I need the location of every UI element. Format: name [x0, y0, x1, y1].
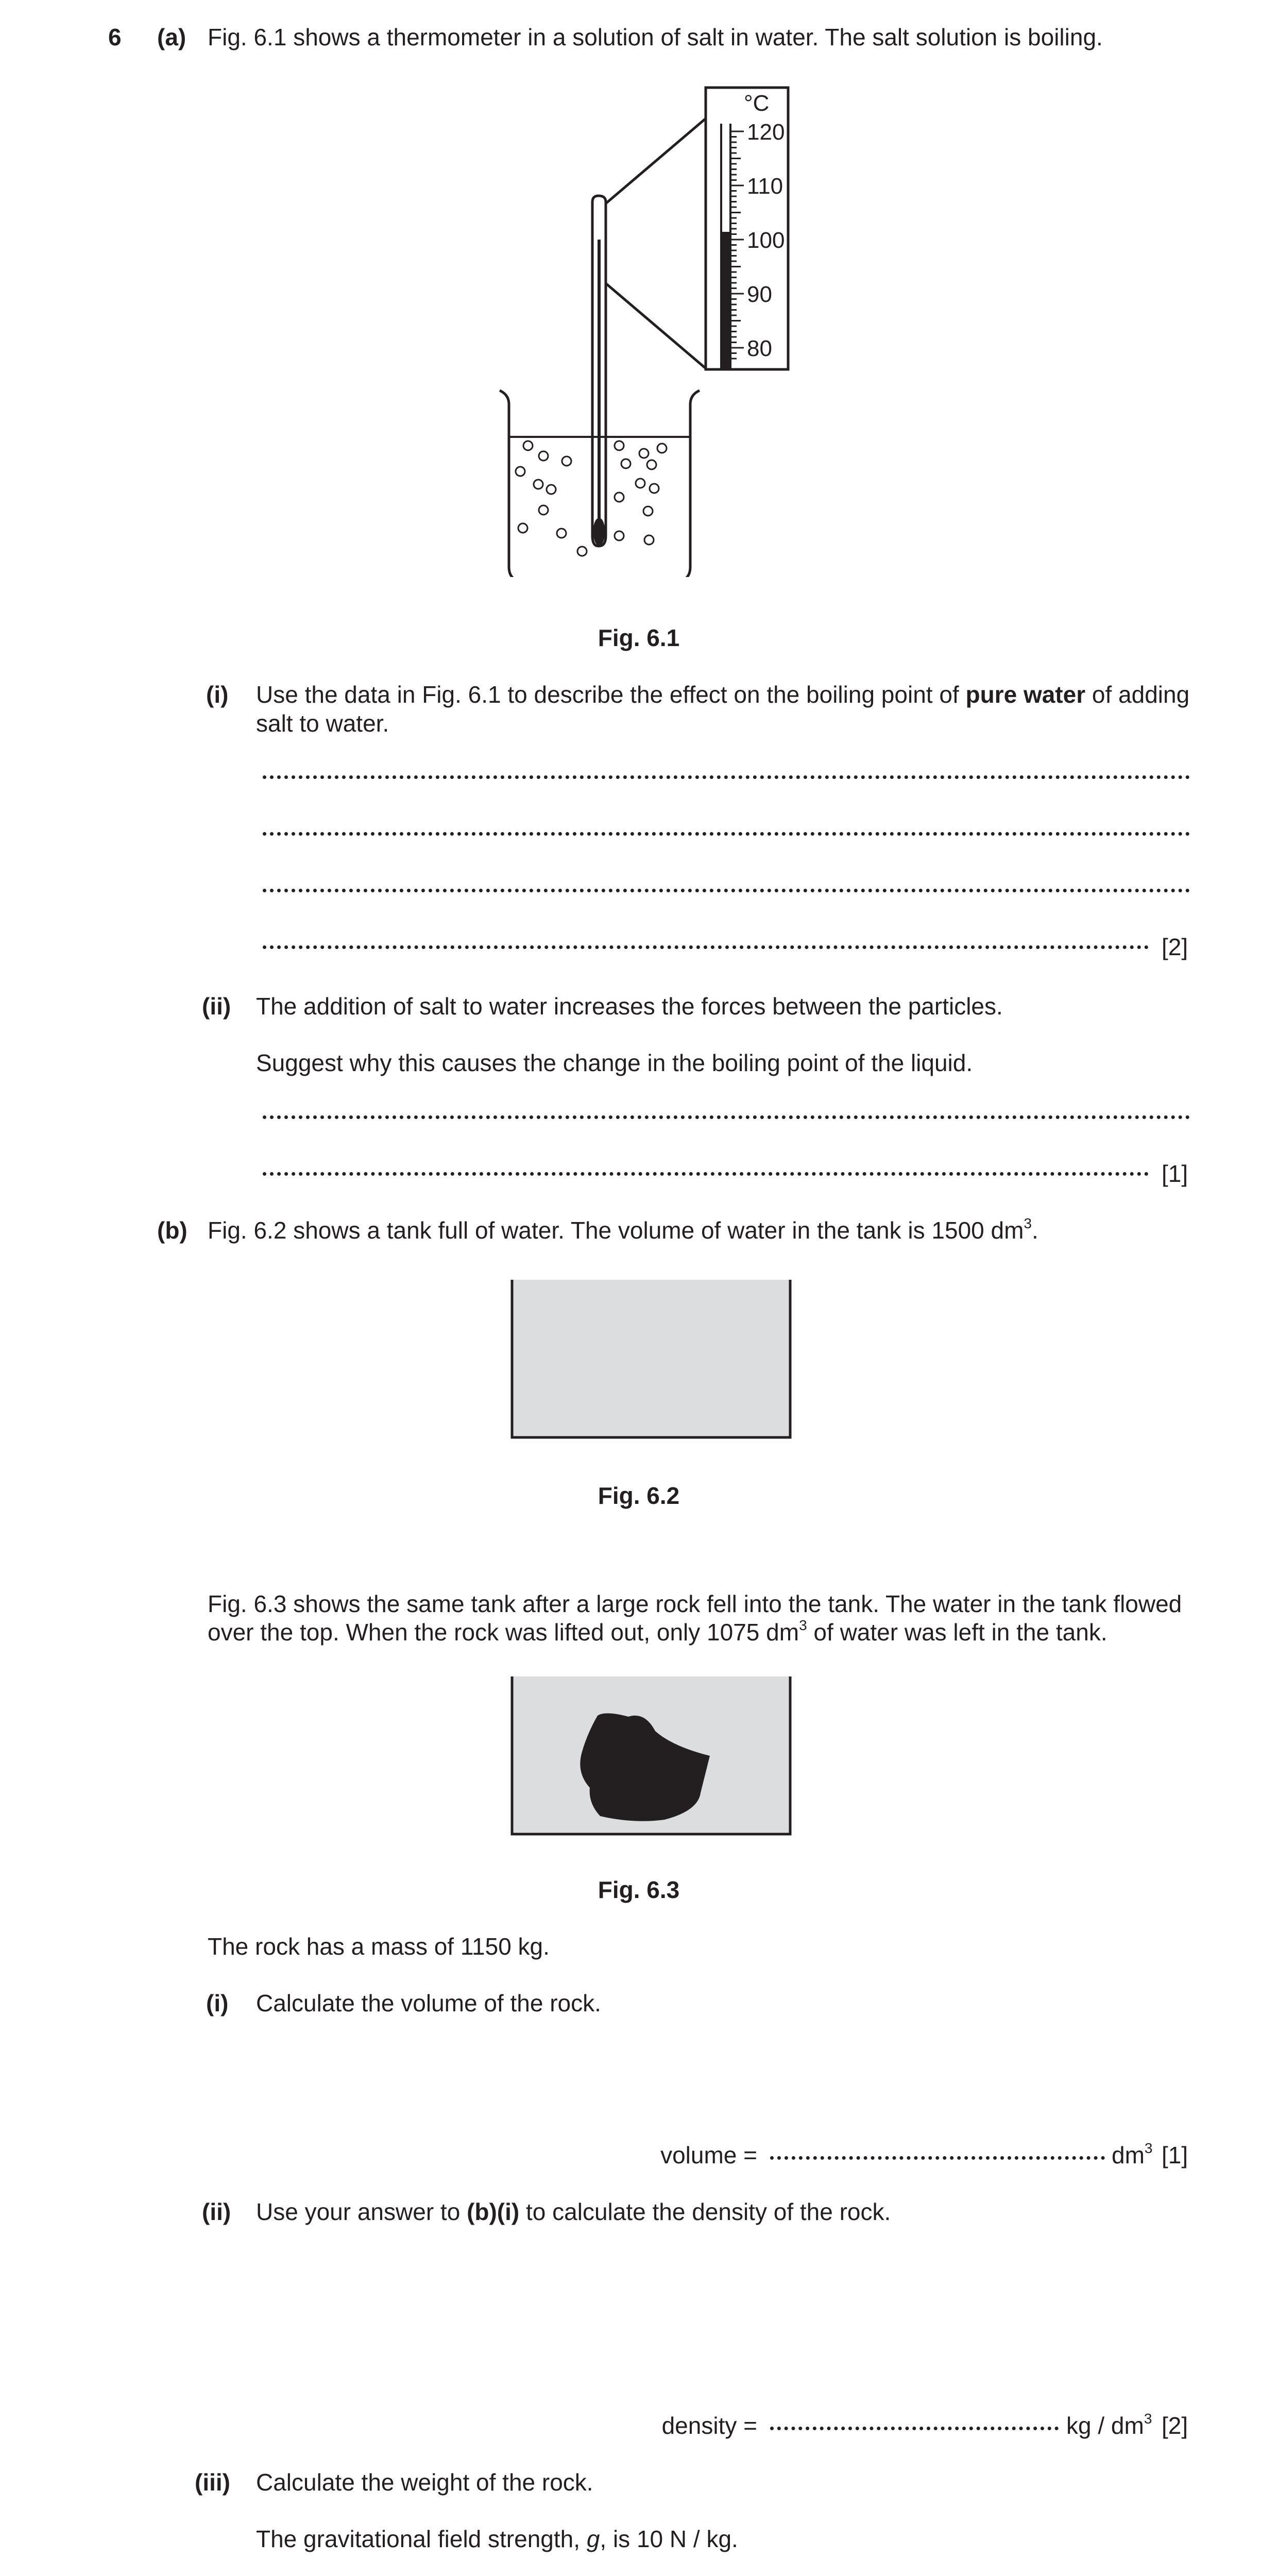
thermometer-figure — [484, 82, 804, 577]
part-b-ii-text: Use your answer to (b)(i) to calculate the density of the rock. — [256, 2198, 891, 2225]
marks-b-ii: [2] — [1162, 2412, 1188, 2439]
marks-a-i: [2] — [1162, 934, 1188, 960]
fig-6-3-text-line2: over the top. When the rock was lifted out, only 1075 $dm^3$ of water was left in the tank. — [208, 1617, 1107, 1646]
answer-line[interactable] — [263, 1172, 1149, 1176]
fig-6-2-caption: Fig. 6.2 — [598, 1482, 680, 1509]
part-b-iii-gravity: The gravitational field strength, g, is 10 N / kg. — [256, 2526, 738, 2552]
part-b-i-label: (i) — [206, 1990, 229, 2016]
question-number: 6 — [108, 24, 122, 50]
scale-unit: °C — [744, 91, 770, 116]
answer-line[interactable] — [263, 832, 1190, 836]
part-a-ii-label: (ii) — [202, 993, 231, 1020]
scale-label: 90 — [747, 282, 772, 307]
part-b-iii-label: (iii) — [195, 2469, 230, 2496]
volume-answer-label: volume = — [660, 2142, 757, 2168]
part-b-ii-label: (ii) — [202, 2198, 231, 2225]
density-unit: kg / $dm^3$ — [1066, 2410, 1152, 2439]
density-answer-line[interactable] — [770, 2427, 1059, 2430]
part-a-i-label: (i) — [206, 681, 229, 708]
part-a-intro: Fig. 6.1 shows a thermometer in a solution of salt in water. The salt solution is boiling. — [208, 24, 1103, 50]
part-b-i-text: Calculate the volume of the rock. — [256, 1990, 601, 2016]
part-b-iii-text: Calculate the weight of the rock. — [256, 2469, 593, 2496]
part-b-label: (b) — [157, 1217, 188, 1244]
answer-line[interactable] — [263, 1115, 1190, 1119]
part-a-ii-text2: Suggest why this causes the change in the boiling point of the liquid. — [256, 1049, 973, 1076]
part-a-ii-text1: The addition of salt to water increases the forces between the particles. — [256, 993, 1003, 1020]
fig-6-3-caption: Fig. 6.3 — [598, 1876, 680, 1903]
part-a-i-text: Use the data in Fig. 6.1 to describe the effect on the boiling point of pure water of adding salt to water. — [256, 681, 1190, 737]
rock-mass-text: The rock has a mass of 1150 kg. — [208, 1933, 550, 1960]
scale-label: 110 — [747, 174, 783, 199]
volume-unit: $dm^3$ — [1112, 2140, 1153, 2168]
scale-label: 120 — [747, 120, 785, 145]
tank-with-rock-figure — [510, 1674, 793, 1839]
fig-6-1-caption: Fig. 6.1 — [598, 624, 680, 651]
answer-line[interactable] — [263, 945, 1149, 949]
tank-full-figure — [510, 1278, 793, 1443]
density-answer-label: density = — [661, 2412, 757, 2439]
answer-line[interactable] — [263, 889, 1190, 892]
part-a-label: (a) — [157, 24, 186, 50]
marks-b-i: [1] — [1162, 2142, 1188, 2168]
scale-label: 100 — [747, 228, 785, 253]
fig-6-3-text-line1: Fig. 6.3 shows the same tank after a large rock fell into the tank. The water in the tank flowed — [208, 1590, 1182, 1617]
marks-a-ii: [1] — [1162, 1160, 1188, 1187]
scale-label: 80 — [747, 336, 772, 361]
part-b-intro: Fig. 6.2 shows a tank full of water. The volume of water in the tank is 1500 $dm^3$. — [208, 1215, 1038, 1244]
answer-line[interactable] — [263, 775, 1190, 779]
volume-answer-line[interactable] — [770, 2156, 1105, 2160]
